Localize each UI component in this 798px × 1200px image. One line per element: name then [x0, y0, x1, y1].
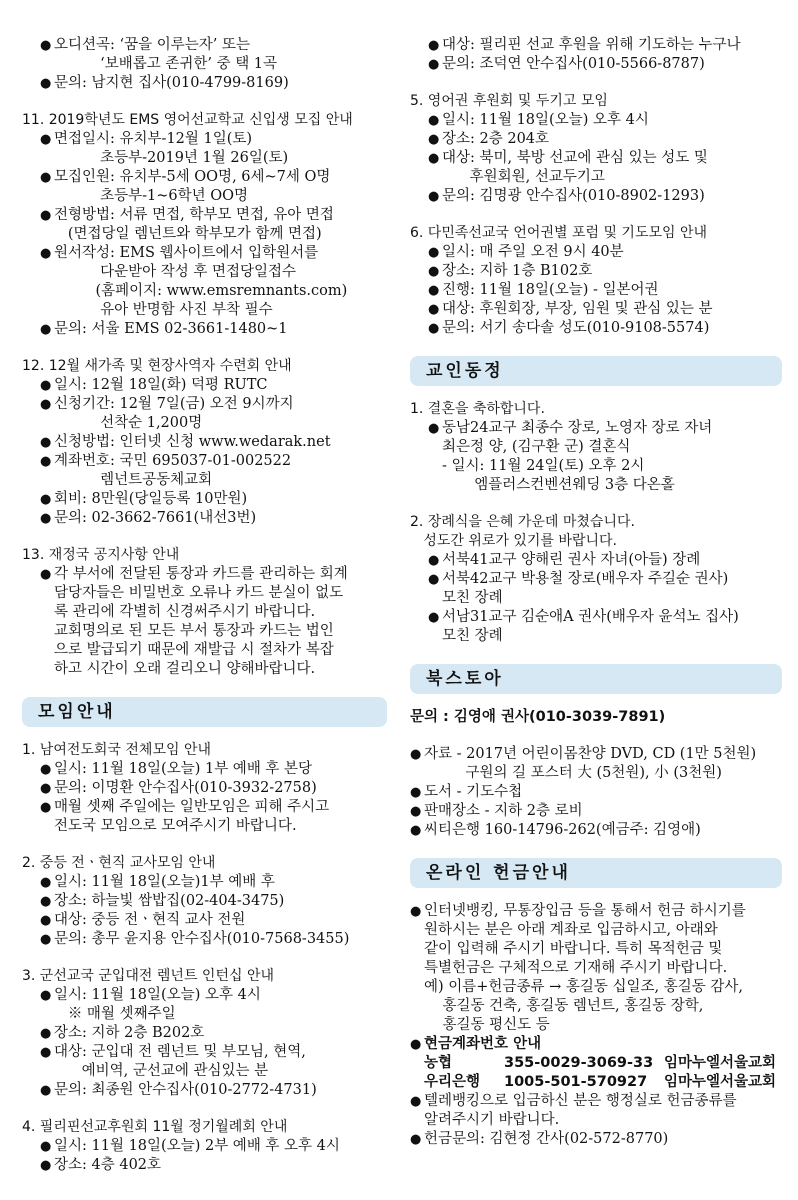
bullet-icon: ●	[40, 378, 52, 393]
list-item	[40, 1043, 387, 1081]
list-item	[410, 745, 782, 783]
list-item	[428, 570, 782, 608]
section-body	[410, 419, 782, 495]
section-title: 2. 중등 전ㆍ현직 교사모임 안내	[22, 855, 216, 871]
item-text: 계좌번호: 국민 695037-01-002522 렘넌트공동체교회	[54, 453, 292, 488]
bullet-icon: ●	[428, 151, 440, 166]
list-item	[40, 320, 387, 339]
bullet-icon: ●	[428, 38, 440, 53]
list-item	[410, 783, 782, 802]
announcement-section	[22, 1118, 387, 1175]
list-item	[40, 452, 387, 490]
item-text: 장소: 하늘빛 쌈밥집(02-404-3475)	[54, 893, 285, 909]
list-item	[40, 892, 387, 911]
list-item	[40, 206, 387, 244]
item-text: 신청방법: 인터넷 신청 www.wedarak.net	[54, 434, 331, 450]
list-item	[40, 509, 387, 528]
item-text: 문의: 이명환 안수집사(010-3932-2758)	[54, 780, 317, 796]
list-item	[40, 565, 387, 679]
list-item	[40, 760, 387, 779]
item-text: 대상: 필리핀 선교 후원을 위해 기도하는 누구나	[442, 37, 741, 53]
bullet-icon: ●	[40, 1045, 52, 1060]
bullet-icon: ●	[40, 1026, 52, 1041]
item-text: 대상: 북미, 북방 선교에 관심 있는 성도 및 후원회원, 선교두기고	[442, 150, 708, 185]
right-announcements	[410, 92, 782, 338]
item-text: 문의: 서기 송다솔 성도(010-9108-5574)	[442, 320, 710, 336]
item-text: 동남24교구 최종수 장로, 노영자 장로 자녀 최은정 양, (김구환 군) 결혼식 - 일시: 11월 24일(토) 오후 2시 엠플러스컨벤션웨딩 3층 다온홀	[442, 420, 713, 493]
list-item	[428, 130, 782, 149]
item-text: 문의: 김명광 안수집사(010-8902-1293)	[442, 188, 705, 204]
list-item	[40, 36, 387, 74]
meeting-list	[22, 741, 387, 1175]
section-title: 5. 영어권 후원회 및 두기고 모임	[410, 93, 608, 109]
item-text: 서북41교구 양해린 권사 자녀(아들) 장례	[442, 552, 701, 568]
list-item	[428, 281, 782, 300]
left-column	[22, 0, 387, 1193]
list-item	[410, 802, 782, 821]
item-text: 일시: 11월 18일(오늘)1부 예배 후	[54, 874, 275, 890]
list-item	[40, 130, 387, 168]
bullet-icon: ●	[40, 762, 52, 777]
section-body	[22, 986, 387, 1100]
list-item	[428, 551, 782, 570]
bookstore-list	[410, 745, 782, 840]
bullet-icon: ●	[40, 38, 52, 53]
left-top-list	[22, 36, 387, 93]
bullet-icon: ●	[40, 246, 52, 261]
item-text: 회비: 8만원(당일등록 10만원)	[54, 491, 248, 507]
item-text: 모집인원: 유치부-5세 OO명, 6세~7세 O명 초등부-1~6학년 OO명	[54, 169, 331, 204]
item-text: 텔레뱅킹으로 입금하신 분은 행정실로 헌금종류를 알려주시기 바랍니다.	[424, 1093, 737, 1128]
item-text: 일시: 12월 18일(화) 덕평 RUTC	[54, 377, 268, 393]
list-item	[428, 262, 782, 281]
list-item	[428, 608, 782, 646]
section-title: 2. 장례식을 은혜 가운데 마쳤습니다. 성도간 위로가 있기를 바랍니다.	[410, 514, 635, 549]
item-text: 일시: 11월 18일(오늘) 2부 예배 후 오후 4시	[54, 1138, 340, 1154]
item-text: 일시: 매 주일 오전 9시 40분	[442, 244, 624, 260]
bullet-icon: ●	[40, 781, 52, 796]
account-row	[410, 1073, 782, 1092]
list-item	[40, 1024, 387, 1043]
section-body	[22, 873, 387, 949]
section-body	[410, 111, 782, 206]
bullet-icon: ●	[40, 170, 52, 185]
list-item	[40, 911, 387, 930]
list-item	[40, 490, 387, 509]
bullet-icon: ●	[428, 421, 440, 436]
bullet-icon: ●	[428, 264, 440, 279]
bullet-icon: ●	[40, 988, 52, 1003]
announcement-section	[22, 967, 387, 1100]
item-text: 자료 - 2017년 어린이몸찬양 DVD, CD (1만 5천원) 구원의 길 포스터 大 (5천원), 小 (3천원)	[424, 746, 757, 781]
list-item	[40, 244, 387, 320]
bullet-icon: ●	[428, 57, 440, 72]
item-text: 판매장소 - 지하 2층 로비	[424, 803, 583, 819]
item-text: 각 부서에 전달된 통장과 카드를 관리하는 회계 담당자들은 비밀번호 오류나 카드 분실이 없도 록 관리에 각별히 신경써주시기 바랍니다. 교회명의로 된 모든 부서 통장과 카드는 법인 으로 발급되기 때문에 재발급 시 절차가 복잡 하고 시간이 오래 걸리오니 양해바랍니다.	[54, 566, 348, 677]
announcement-section	[22, 546, 387, 679]
bullet-icon: ●	[40, 894, 52, 909]
announcement-section	[22, 357, 387, 528]
list-item	[410, 821, 782, 840]
item-text: 도서 - 기도수첩	[424, 784, 523, 800]
bullet-icon: ●	[40, 567, 52, 582]
item-text: 문의: 최종원 안수집사(010-2772-4731)	[54, 1082, 317, 1098]
list-item	[40, 433, 387, 452]
list-item	[40, 168, 387, 206]
list-item	[40, 1137, 387, 1156]
list-item	[40, 376, 387, 395]
bullet-icon: ●	[40, 1083, 52, 1098]
section-body	[410, 551, 782, 646]
item-text: 장소: 2층 204호	[442, 131, 550, 147]
church-news-header: 교인동정	[410, 356, 782, 386]
section-body	[22, 565, 387, 679]
account-title-row	[410, 1035, 782, 1054]
section-title: 3. 군선교국 군입대전 렘넌트 인턴십 안내	[22, 968, 274, 984]
list-item	[40, 798, 387, 836]
item-text: 문의: 총무 윤지용 안수집사(010-7568-3455)	[54, 931, 350, 947]
announcement-section	[22, 741, 387, 836]
section-title: 6. 다민족선교국 언어권별 포럼 및 기도모임 안내	[410, 225, 708, 241]
bullet-icon: ●	[428, 283, 440, 298]
bullet-icon: ●	[40, 322, 52, 337]
list-item	[428, 319, 782, 338]
list-item	[428, 36, 782, 55]
item-text: 장소: 지하 1층 B102호	[442, 263, 593, 279]
list-item	[410, 1092, 782, 1130]
section-title: 13. 재정국 공지사항 안내	[22, 547, 180, 563]
bullet-icon: ●	[40, 913, 52, 928]
bullet-icon: ●	[40, 932, 52, 947]
list-item	[410, 902, 782, 1035]
account-bank: 농협	[424, 1055, 453, 1071]
item-text: 원서작성: EMS 웹사이트에서 입학원서를 다운받아 작성 후 면접당일접수 (홈페이지: www.emsremnants.com) 유아 반명함 사진 부착 필수	[54, 245, 348, 318]
item-text: 일시: 11월 18일(오늘) 오후 4시 ※ 매월 셋째주일	[54, 987, 261, 1022]
list-item	[428, 187, 782, 206]
item-text: 장소: 지하 2층 B202호	[54, 1025, 205, 1041]
section-body	[22, 130, 387, 339]
list-item	[40, 779, 387, 798]
bullet-icon: ●	[410, 785, 422, 800]
announcement-section	[410, 400, 782, 495]
bullet-icon: ●	[428, 321, 440, 336]
bookstore-header: 북스토아	[410, 664, 782, 694]
bullet-icon: ●	[40, 76, 52, 91]
list-item	[428, 55, 782, 74]
list-item	[410, 1130, 782, 1149]
bullet-icon: ●	[40, 132, 52, 147]
section-title: 12. 12월 새가족 및 현장사역자 수련회 안내	[22, 358, 292, 374]
bullet-icon: ●	[410, 823, 422, 838]
item-text: 씨티은행 160-14796-262(예금주: 김영애)	[424, 822, 701, 838]
list-item	[40, 1081, 387, 1100]
item-text: 장소: 4층 402호	[54, 1157, 162, 1173]
list-item	[40, 1156, 387, 1175]
bullet-icon: ●	[428, 132, 440, 147]
item-text: 신청기간: 12월 7일(금) 오전 9시까지 선착순 1,200명	[54, 396, 294, 431]
bullet-icon: ●	[410, 1094, 422, 1109]
section-title: 11. 2019학년도 EMS 영어선교학교 신입생 모집 안내	[22, 112, 353, 128]
item-text: 문의: 남지현 집사(010-4799-8169)	[54, 75, 289, 91]
item-text: 헌금문의: 김현정 간사(02-572-8770)	[424, 1131, 669, 1147]
online-offering-header: 온라인 헌금안내	[410, 858, 782, 888]
bullet-icon: ●	[410, 804, 422, 819]
bullet-icon: ●	[40, 492, 52, 507]
item-text: 매월 셋째 주일에는 일반모임은 피해 주시고 전도국 모임으로 모여주시기 바랍니다.	[54, 799, 330, 834]
section-title: 1. 결혼을 축하합니다.	[410, 401, 545, 417]
announcement-section	[410, 513, 782, 646]
left-announcements	[22, 111, 387, 679]
list-item	[40, 873, 387, 892]
bullet-icon: ●	[40, 1139, 52, 1154]
list-item	[40, 395, 387, 433]
item-text: 대상: 군입대 전 렘넌트 및 부모님, 현역, 예비역, 군선교에 관심있는 분	[54, 1044, 306, 1079]
account-bank: 우리은행	[424, 1074, 481, 1090]
bullet-icon: ●	[40, 397, 52, 412]
right-column	[410, 0, 782, 1149]
bullet-icon: ●	[40, 208, 52, 223]
bullet-icon: ●	[428, 553, 440, 568]
bullet-icon: ●	[40, 800, 52, 815]
bullet-icon: ●	[410, 1132, 422, 1147]
bullet-icon: ●	[40, 875, 52, 890]
section-body	[22, 376, 387, 528]
right-top-list	[410, 36, 782, 74]
bullet-icon: ●	[40, 435, 52, 450]
item-text: 대상: 중등 전ㆍ현직 교사 전원	[54, 912, 246, 928]
section-body	[22, 1137, 387, 1175]
item-text: 문의: 02-3662-7661(내선3번)	[54, 510, 257, 526]
list-item	[428, 111, 782, 130]
account-holder: 임마누엘서울교회	[664, 1074, 777, 1090]
account-number: 355-0029-3069-33	[504, 1055, 654, 1071]
announcement-section	[22, 111, 387, 339]
bullet-icon: ●	[428, 610, 440, 625]
list-item	[40, 74, 387, 93]
bullet-icon: ●	[428, 189, 440, 204]
item-text: 일시: 11월 18일(오늘) 1부 예배 후 본당	[54, 761, 313, 777]
account-holder: 임마누엘서울교회	[664, 1055, 777, 1071]
list-item	[40, 930, 387, 949]
announcement-section	[410, 92, 782, 206]
item-text: 서남31교구 김순애A 권사(배우자 윤석노 집사) 모친 장례	[442, 609, 739, 644]
item-text: 인터넷뱅킹, 무통장입금 등을 통해서 헌금 하시기를 원하시는 분은 아래 계좌로 입금하시고, 아래와 같이 입력해 주시기 바랍니다. 특히 목적헌금 및 특별헌금은 구체적으로 기재해 주시기 바랍니다. 예) 이름+헌금종류 → 홍길동 십일조, 홍길동 감사, 홍길동 건축, 홍길동 렘넌트, 홍길동 장학, 홍길동 평신도 등	[424, 903, 746, 1033]
online-offering-notes	[410, 1092, 782, 1149]
bullet-icon: ●	[428, 572, 440, 587]
bullet-icon: ●	[40, 454, 52, 469]
item-text: 오디션곡: ‘꿈을 이루는자’ 또는 ‘보배롭고 존귀한’ 중 택 1곡	[54, 37, 278, 72]
section-title: 1. 남여전도회국 전체모임 안내	[22, 742, 211, 758]
list-item	[428, 243, 782, 262]
bullet-icon: ●	[428, 113, 440, 128]
item-text: 전형방법: 서류 면접, 학부모 면접, 유아 면접 (면접당일 렘넌트와 학부모가 함께 면접)	[54, 207, 334, 242]
list-item	[40, 986, 387, 1024]
announcement-section	[22, 854, 387, 949]
item-text: 대상: 후원회장, 부장, 임원 및 관심 있는 분	[442, 301, 713, 317]
account-title: 현금계좌번호 안내	[424, 1036, 542, 1052]
section-body	[410, 243, 782, 338]
bullet-icon: ●	[428, 302, 440, 317]
list-item	[428, 149, 782, 187]
bullet-icon: ●	[40, 511, 52, 526]
item-text: 일시: 11월 18일(오늘) 오후 4시	[442, 112, 649, 128]
account-row	[410, 1054, 782, 1073]
list-item	[428, 300, 782, 319]
online-offering-list	[410, 902, 782, 1035]
announcement-section	[410, 224, 782, 338]
church-news-list	[410, 400, 782, 646]
section-body	[22, 760, 387, 836]
bookstore-contact: 문의 : 김영애 권사(010-3039-7891)	[410, 709, 666, 725]
bullet-icon: ●	[40, 1158, 52, 1173]
item-text: 문의: 조덕연 안수집사(010-5566-8787)	[442, 56, 705, 72]
item-text: 면접일시: 유치부-12월 1일(토) 초등부-2019년 1월 26일(토)	[54, 131, 289, 166]
section-title: 4. 필리핀선교후원회 11월 정기월례회 안내	[22, 1119, 288, 1135]
bullet-icon: ●	[428, 245, 440, 260]
list-item	[428, 419, 782, 495]
bullet-icon: ●	[410, 904, 422, 919]
account-list	[410, 1054, 782, 1092]
account-number: 1005-501-570927	[504, 1074, 648, 1090]
item-text: 서북42교구 박용철 장로(배우자 주길순 권사) 모친 장례	[442, 571, 729, 606]
item-text: 문의: 서울 EMS 02-3661-1480~1	[54, 321, 288, 337]
item-text: 진행: 11월 18일(오늘) - 일본어권	[442, 282, 659, 298]
meeting-header: 모임안내	[22, 697, 387, 727]
bullet-icon: ●	[410, 747, 422, 762]
bullet-icon: ●	[410, 1037, 422, 1052]
